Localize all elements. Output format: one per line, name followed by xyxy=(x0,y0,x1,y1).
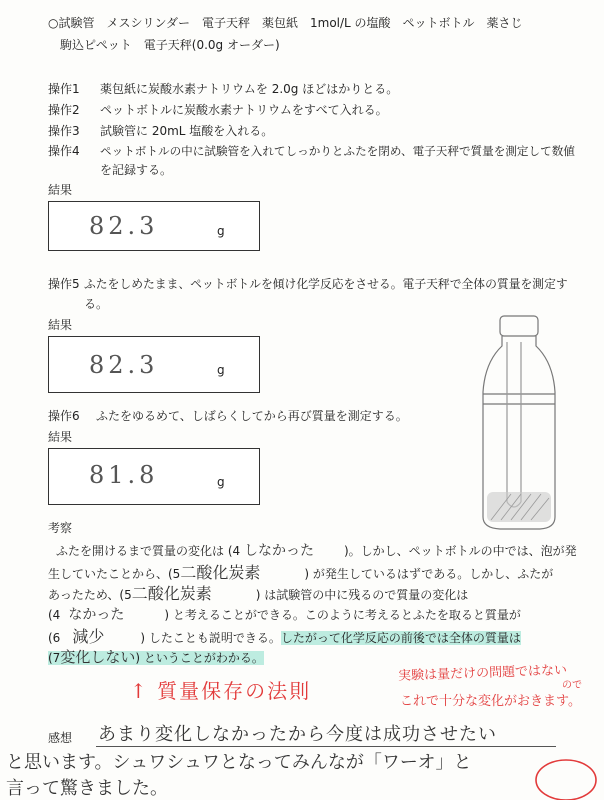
kousatsu-l6a: (7 xyxy=(48,651,61,665)
kousatsu-l1a: ふたを開けるまで質量の変化は (4 xyxy=(56,544,244,558)
op5-label: 操作5 xyxy=(48,277,80,291)
kousatsu-label: 考察 xyxy=(48,521,73,535)
materials-line-1: ○試験管 メスシリンダー 電子天秤 薬包紙 1mol/L の塩酸 ペットボトル 薬さじ xyxy=(48,16,523,30)
result-1-value: 82.3 xyxy=(89,212,159,240)
fill-4b: なかった xyxy=(68,607,125,623)
op1-label: 操作1 xyxy=(48,82,80,96)
fill-5b: 二酸化炭素 xyxy=(131,584,212,603)
red-note-1: 実験は量だけの問題ではない xyxy=(397,663,568,684)
kousatsu-l3a: あったため、(5 xyxy=(48,588,132,602)
fill-5a: 二酸化炭素 xyxy=(180,563,261,582)
fill-6: 減少 xyxy=(72,627,105,646)
op3-text: 試験管に 20mL 塩酸を入れる。 xyxy=(100,124,274,138)
op5-text-cont: る。 xyxy=(84,297,109,311)
kousatsu-l6b: ) ということがわかる。 xyxy=(135,651,264,665)
kousatsu-l6-highlight xyxy=(48,648,264,666)
op3-label: 操作3 xyxy=(48,124,80,138)
kousatsu-l5a: (6 xyxy=(48,631,61,645)
result-1-unit: g xyxy=(217,224,225,238)
kansou-line-3: 言って驚きました。 xyxy=(6,778,168,799)
kousatsu-line-4 xyxy=(48,607,521,624)
op6-label: 操作6 xyxy=(48,409,80,423)
result-3-box xyxy=(48,448,260,505)
kousatsu-l2b: ) が発生しているはずである。しかし、ふたが xyxy=(304,567,554,581)
fill-7: 変化しない xyxy=(60,648,136,666)
op4-label: 操作4 xyxy=(48,144,80,158)
kousatsu-l3b: ) は試験管の中に残るので質量の変化は xyxy=(255,588,469,602)
kousatsu-l1b: )。しかし、ペットボトルの中では、泡が発 xyxy=(343,544,577,558)
materials-line-2: 駒込ピペット 電子天秤(0.0g オーダー) xyxy=(60,38,280,52)
op2-label: 操作2 xyxy=(48,103,80,117)
result-2-value: 82.3 xyxy=(89,351,159,379)
op2-text: ペットボトルに炭酸水素ナトリウムをすべて入れる。 xyxy=(100,103,388,117)
bottle-cap xyxy=(500,316,538,336)
kansou-line-1: あまり変化しなかったから今度は成功させたい xyxy=(98,724,497,745)
kousatsu-l5c-highlight: したがって化学反応の前後では全体の質量は xyxy=(280,631,521,645)
op1-text: 薬包紙に炭酸水素ナトリウムを 2.0g ほどはかりとる。 xyxy=(100,82,399,96)
kousatsu-l2a: 生していたことから、(5 xyxy=(48,567,181,581)
result-3-unit: g xyxy=(217,475,225,489)
kousatsu-l4b: ) と考えることができる。このように考えるとふたを取ると質量が xyxy=(164,608,521,622)
op6-text: ふたをゆるめて、しばらくしてから再び質量を測定する。 xyxy=(96,409,408,423)
red-law-annotation: ↑ 質量保存の法則 xyxy=(130,679,312,703)
kousatsu-l4a: (4 xyxy=(48,608,61,622)
op5-text: ふたをしめたまま、ペットボトルを傾け化学反応をさせる。電子天秤で全体の質量を測定す xyxy=(84,277,568,291)
kansou-underline xyxy=(96,746,556,747)
op4-text: ペットボトルの中に試験管を入れてしっかりとふたを閉め、電子天秤で質量を測定して数値 xyxy=(100,144,575,158)
kansou-label: 感想 xyxy=(48,731,73,745)
kousatsu-line-2 xyxy=(48,564,553,583)
kousatsu-l5b: ) したことも説明できる。 xyxy=(140,631,281,645)
result-2-unit: g xyxy=(217,363,225,377)
result-3-value: 81.8 xyxy=(89,461,159,489)
pet-bottle-sketch xyxy=(455,312,580,534)
red-note-small: ので xyxy=(562,680,582,691)
result-1-box xyxy=(48,201,260,251)
result-2-label: 結果 xyxy=(48,318,73,332)
kansou-line-2: と思います。シュワシュワとなってみんなが「ワーオ」と xyxy=(6,752,472,773)
result-2-box xyxy=(48,336,260,393)
op4-text-cont: を記録する。 xyxy=(100,163,173,177)
kousatsu-line-3 xyxy=(48,585,468,604)
fill-4: しなかった xyxy=(243,543,314,559)
red-circle-mark xyxy=(530,752,600,800)
red-note-2: これで十分な変化がおきます。 xyxy=(400,694,581,709)
kousatsu-line-1 xyxy=(56,543,577,560)
result-3-label: 結果 xyxy=(48,430,73,444)
result-1-label: 結果 xyxy=(48,183,73,197)
kousatsu-line-5 xyxy=(48,628,521,647)
kousatsu-line-6 xyxy=(48,649,264,667)
